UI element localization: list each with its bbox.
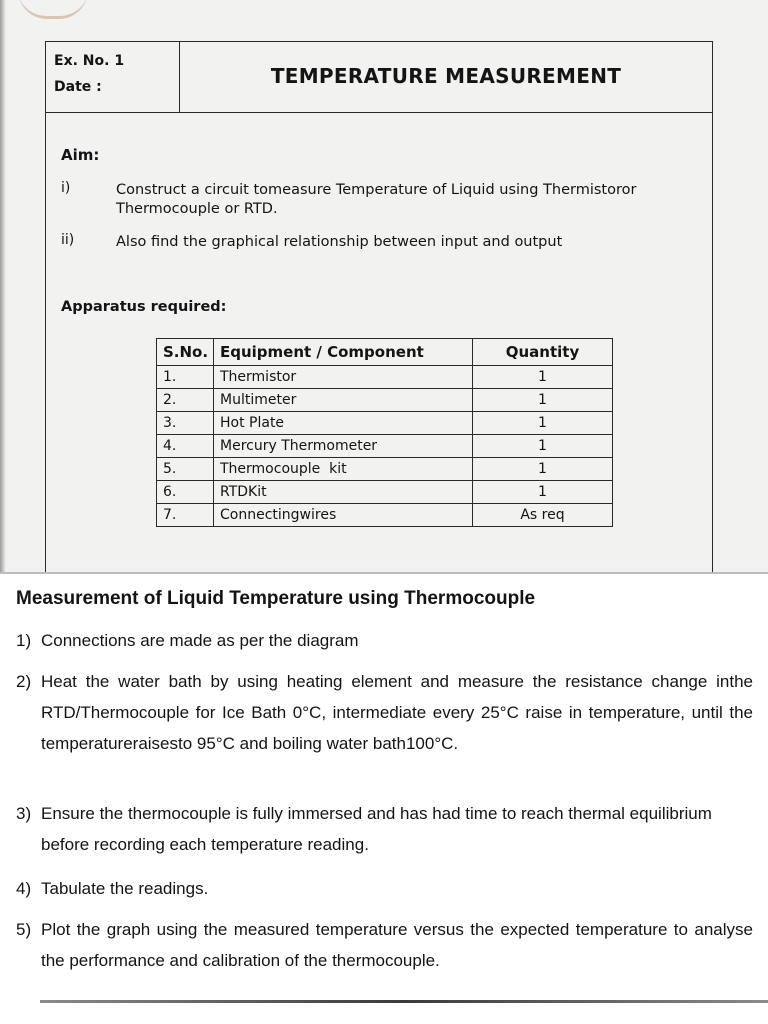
cell-quantity: 1 xyxy=(473,389,613,412)
cell-equipment: Mercury Thermometer xyxy=(214,435,473,458)
experiment-number: Ex. No. 1 xyxy=(54,53,125,69)
column-header-sno: S.No. xyxy=(157,339,214,366)
cell-equipment: Thermocouple kit xyxy=(214,458,473,481)
cell-equipment: Hot Plate xyxy=(214,412,473,435)
aim-item-number: ii) xyxy=(61,232,75,248)
step-number: 1) xyxy=(16,631,32,650)
experiment-header xyxy=(45,41,713,113)
procedure-section xyxy=(0,574,768,1024)
cell-sno: 2. xyxy=(157,389,214,412)
cell-quantity: 1 xyxy=(473,458,613,481)
cell-quantity: 1 xyxy=(473,412,613,435)
cell-equipment: Thermistor xyxy=(214,366,473,389)
step-number: 4) xyxy=(16,879,32,898)
step-text: Ensure the thermocouple is fully immersed and has had time to reach thermal equilibrium before recording each temperature reading. xyxy=(41,804,712,854)
aim-heading: Aim: xyxy=(61,146,100,164)
procedure-heading: Measurement of Liquid Temperature using Thermocouple xyxy=(16,588,536,609)
step-text: Connections are made as per the diagram xyxy=(41,631,359,650)
table-header-row xyxy=(157,339,613,366)
cell-quantity: 1 xyxy=(473,481,613,504)
table-row xyxy=(157,504,613,527)
apparatus-table xyxy=(156,338,613,527)
cell-equipment: Multimeter xyxy=(214,389,473,412)
step-number: 5) xyxy=(16,920,32,939)
aim-item-text: Construct a circuit tomeasure Temperature of Liquid using Thermistoror Thermocouple or RTD. xyxy=(116,182,637,217)
corner-stain xyxy=(18,0,88,19)
cell-sno: 4. xyxy=(157,435,214,458)
column-header-equipment: Equipment / Component xyxy=(214,339,473,366)
table-row xyxy=(157,412,613,435)
bottom-rule-line xyxy=(40,1000,768,1003)
cell-quantity: 1 xyxy=(473,435,613,458)
date-label: Date : xyxy=(54,79,102,95)
step-text: Heat the water bath by using heating element and measure the resistance change inthe RTD/Thermocouple for Ice Bath 0°C, intermediate every 25°C raise in temperature, until the temperatureraisesto 95°C and boiling water bath100°C. xyxy=(41,672,753,753)
step-text: Plot the graph using the measured temperature versus the expected temperature to analyse the performance and calibration of the thermocouple. xyxy=(41,920,753,970)
cell-quantity: As req xyxy=(473,504,613,527)
cell-equipment: Connectingwires xyxy=(214,504,473,527)
column-header-quantity: Quantity xyxy=(473,339,613,366)
table-row xyxy=(157,435,613,458)
page-title: TEMPERATURE MEASUREMENT xyxy=(270,64,622,88)
table-row xyxy=(157,481,613,504)
header-info-cell xyxy=(46,42,180,112)
aim-item-text: Also find the graphical relationship between input and output xyxy=(116,234,563,250)
cell-equipment: RTDKit xyxy=(214,481,473,504)
cell-sno: 7. xyxy=(157,504,214,527)
cell-quantity: 1 xyxy=(473,366,613,389)
cell-sno: 5. xyxy=(157,458,214,481)
apparatus-heading: Apparatus required: xyxy=(61,299,227,315)
table-row xyxy=(157,458,613,481)
cell-sno: 1. xyxy=(157,366,214,389)
cell-sno: 3. xyxy=(157,412,214,435)
cell-sno: 6. xyxy=(157,481,214,504)
table-row xyxy=(157,389,613,412)
page-edge-shadow xyxy=(0,0,6,572)
aim-item-number: i) xyxy=(61,180,71,196)
step-text: Tabulate the readings. xyxy=(41,879,209,898)
step-number: 2) xyxy=(16,672,32,691)
table-row xyxy=(157,366,613,389)
step-number: 3) xyxy=(16,804,32,823)
